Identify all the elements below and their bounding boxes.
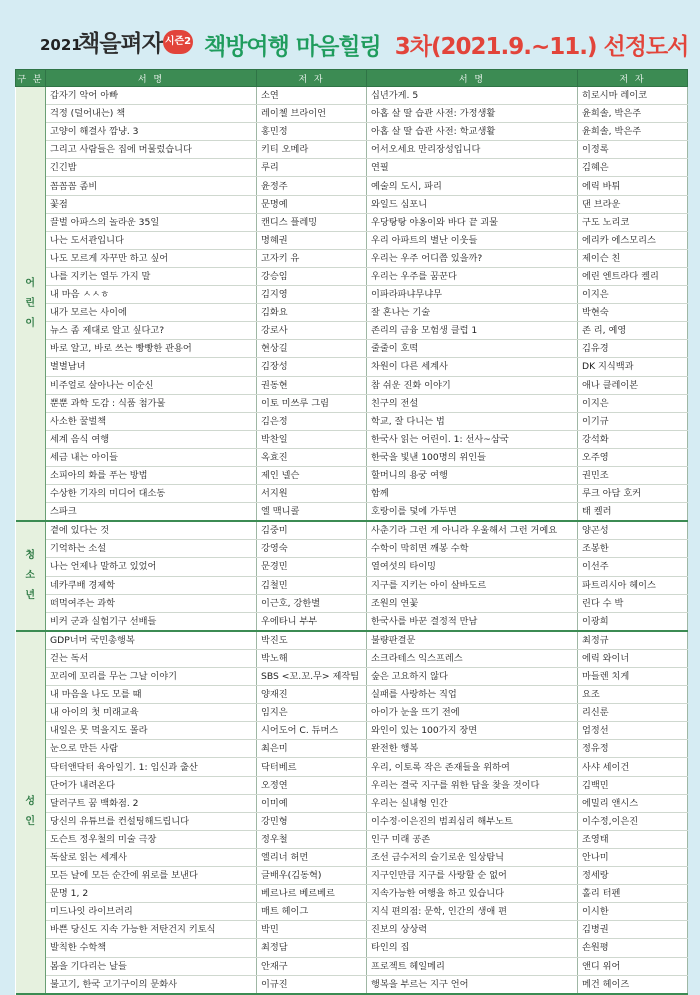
book-title-cell: 끌벌 아파스의 놀라운 35일 [46,213,257,231]
book-author-cell: 조봉한 [578,540,688,558]
book-title-cell: 그리고 사람들은 집에 머물렀습니다 [46,141,257,159]
book-author-cell: 이수정,이은진 [578,812,688,830]
book-title-cell: 이파라파냐무냐무 [367,286,578,304]
book-author-cell: 김백민 [578,776,688,794]
book-author-cell: 글배우(김동혁) [257,867,367,885]
book-title-cell: 고양이 해결사 깜냥. 3 [46,123,257,141]
book-author-cell: 사샤 세이건 [578,758,688,776]
book-author-cell: 레이첼 브라이언 [257,105,367,123]
table-row [16,885,688,903]
table-row [16,722,688,740]
table-row [16,123,688,141]
book-author-cell: 이토 미쓰루 그림 [257,394,367,412]
book-title-cell: 우리 아파트의 별난 이웃들 [367,231,578,249]
table-row [16,740,688,758]
book-author-cell: 박찬일 [257,430,367,448]
book-author-cell: 키티 오메라 [257,141,367,159]
book-title-cell: 아홉 살 딸 습관 사전: 학교생활 [367,123,578,141]
book-author-cell: 베르나르 베르베르 [257,885,367,903]
book-title-cell: 나는 언제나 말하고 있었어 [46,558,257,576]
book-title-cell: 사소한 꿀벌책 [46,412,257,430]
table-row [16,358,688,376]
book-title-cell: 비커 군과 실험기구 선배들 [46,612,257,631]
book-title-cell: 도슨트 정우철의 미술 극장 [46,830,257,848]
book-title-cell: 긴긴밤 [46,159,257,177]
table-row [16,631,688,650]
book-author-cell: 이미예 [257,794,367,812]
book-author-cell: 요조 [578,686,688,704]
book-author-cell: 홍민정 [257,123,367,141]
table-row [16,376,688,394]
book-title-cell: 타인의 집 [367,939,578,957]
book-title-cell: 독살로 읽는 세계사 [46,848,257,866]
book-author-cell: 이선주 [578,558,688,576]
table-row [16,412,688,430]
book-title-cell: 꼬리에 꼬리를 무는 그날 이야기 [46,668,257,686]
book-author-cell: 박현숙 [578,304,688,322]
book-title-cell: 세금 내는 아이들 [46,448,257,466]
brand-logo-text: 책을펴자 [78,30,163,57]
table-row [16,612,688,631]
page-title [204,28,688,61]
book-title-cell: 눈으로 만든 사람 [46,740,257,758]
book-author-cell: 서지원 [257,485,367,503]
book-title-cell: 수학이 막히면 깨봉 수학 [367,540,578,558]
header-title-right: 서 명 [367,70,578,87]
table-row [16,231,688,249]
book-title-cell: 발칙한 수학책 [46,939,257,957]
table-row [16,195,688,213]
table-row [16,758,688,776]
book-author-cell: 윤정주 [257,177,367,195]
book-title-cell: 아홉 살 딸 습관 사전: 가정생활 [367,105,578,123]
book-title-cell: 우리는 우주를 꿈꾼다 [367,267,578,285]
book-author-cell: 안나미 [578,848,688,866]
table-row [16,957,688,975]
book-author-cell: DK 지식백과 [578,358,688,376]
book-title-cell: 내가 모르는 사이에 [46,304,257,322]
book-title-cell: 참 쉬운 진화 이야기 [367,376,578,394]
book-author-cell: 이광희 [578,612,688,631]
table-row [16,776,688,794]
book-author-cell: 최은미 [257,740,367,758]
header-author-left: 저 자 [257,70,367,87]
book-title-cell: 행복을 부르는 지구 언어 [367,975,578,994]
book-author-cell: 시어도어 C. 듀머스 [257,722,367,740]
book-title-cell: 이수정·이은진의 범죄심리 해부노트 [367,812,578,830]
book-author-cell: 메건 헤이즈 [578,975,688,994]
book-author-cell: 조영태 [578,830,688,848]
book-title-cell: 떠먹여주는 과학 [46,594,257,612]
book-author-cell: 이기규 [578,412,688,430]
table-row [16,558,688,576]
book-title-cell: 걱정 (덜어내는) 책 [46,105,257,123]
book-author-cell: 김혜은 [578,159,688,177]
book-author-cell: 최정담 [257,939,367,957]
book-title-cell: 소크라테스 익스프레스 [367,649,578,667]
book-author-cell: 김장성 [257,358,367,376]
book-title-cell: 단어가 내려온다 [46,776,257,794]
book-title-cell: 십년가게. 5 [367,87,578,105]
book-title-cell: 지구를 지키는 아이 살바도르 [367,576,578,594]
book-author-cell: 이근호, 강한별 [257,594,367,612]
book-title-cell: 호랑이를 덫에 가두면 [367,503,578,522]
book-title-cell: 조원의 연꽃 [367,594,578,612]
book-title-cell: 한국사 읽는 어린이. 1: 선사~삼국 [367,430,578,448]
header-year: 2021 [40,36,82,54]
table-row [16,540,688,558]
book-author-cell: 홀리 터펜 [578,885,688,903]
book-title-cell: 꼼꼼꼼 좀비 [46,177,257,195]
book-author-cell: 루리 [257,159,367,177]
table-row [16,576,688,594]
table-row [16,141,688,159]
book-author-cell: 오정연 [257,776,367,794]
book-title-cell: 우리는 실내형 인간 [367,794,578,812]
table-row [16,213,688,231]
category-cell: 성 인 [16,631,46,994]
book-title-cell: 바쁜 당신도 지속 가능한 저탄건지 키토식 [46,921,257,939]
book-author-cell: 캔디스 플레밍 [257,213,367,231]
book-title-cell: 완전한 행복 [367,740,578,758]
book-title-cell: 어서오세요 만리장성입니다 [367,141,578,159]
book-author-cell: 엄정선 [578,722,688,740]
book-title-cell: 뉴스 좀 제대로 알고 싶다고? [46,322,257,340]
table-row [16,286,688,304]
book-author-cell: 최정규 [578,631,688,650]
table-row [16,521,688,540]
book-title-cell: 줄줄이 호떡 [367,340,578,358]
book-title-cell: 한국을 빛낸 100명의 위인들 [367,448,578,466]
book-author-cell: 손원평 [578,939,688,957]
book-title-cell: 지속가능한 여행을 하고 있습니다 [367,885,578,903]
table-row [16,903,688,921]
title-main: 책방여행 마음힐링 [204,34,381,60]
book-author-cell: 권동현 [257,376,367,394]
book-author-cell: 옥효진 [257,448,367,466]
book-title-cell: 봄을 기다리는 날들 [46,957,257,975]
table-row [16,448,688,466]
book-author-cell: 닥터베르 [257,758,367,776]
book-title-cell: 곁에 있다는 것 [46,521,257,540]
book-title-cell: 우당탕탕 야옹이와 바다 끝 괴물 [367,213,578,231]
book-title-cell: 연필 [367,159,578,177]
table-row [16,830,688,848]
book-title-cell: 네카쿠배 경제학 [46,576,257,594]
table-row [16,87,688,105]
book-author-cell: 에릭 와이너 [578,649,688,667]
book-title-cell: 존리의 금융 모험생 클럽 1 [367,322,578,340]
book-title-cell: 함께 [367,485,578,503]
book-author-cell: 강영숙 [257,540,367,558]
book-author-cell: 박노해 [257,649,367,667]
book-author-cell: 강로사 [257,322,367,340]
table-row [16,430,688,448]
book-author-cell: 마들렌 치게 [578,668,688,686]
book-title-cell: 비주얼로 살아나는 이순신 [46,376,257,394]
book-title-cell: 별별남녀 [46,358,257,376]
book-author-cell: 이시한 [578,903,688,921]
table-row [16,177,688,195]
table-row [16,159,688,177]
book-title-cell: 소피아의 화를 푸는 방법 [46,466,257,484]
book-author-cell: 김철민 [257,576,367,594]
table-row [16,975,688,994]
book-author-cell: 강석화 [578,430,688,448]
book-title-cell: 닥터앤닥터 육아일기. 1: 임신과 출산 [46,758,257,776]
book-author-cell: 이정록 [578,141,688,159]
book-author-cell: 에밀리 앤시스 [578,794,688,812]
book-author-cell: 양재진 [257,686,367,704]
book-author-cell: 에릭 바튀 [578,177,688,195]
book-title-cell: 아이가 눈을 뜨기 전에 [367,704,578,722]
book-author-cell: 린다 수 박 [578,594,688,612]
book-title-cell: 차원이 다른 세계사 [367,358,578,376]
book-title-cell: 내 마음을 나도 모를 때 [46,686,257,704]
table-header-row [16,70,688,87]
book-title-cell: 달러구트 꿈 백화점. 2 [46,794,257,812]
table-row [16,267,688,285]
book-author-cell: 문명예 [257,195,367,213]
book-author-cell: 소연 [257,87,367,105]
book-author-cell: 윤희솔, 박은주 [578,123,688,141]
book-author-cell: 김병권 [578,921,688,939]
book-author-cell: SBS <꼬.꼬.무> 제작팀 [257,668,367,686]
book-title-cell: 인구 미래 공존 [367,830,578,848]
table-row [16,340,688,358]
book-author-cell: 댄 브라운 [578,195,688,213]
table-row [16,322,688,340]
book-author-cell: 에린 엔트라다 켈리 [578,267,688,285]
book-title-cell: 학교, 잘 다니는 법 [367,412,578,430]
book-title-cell: 문명 1, 2 [46,885,257,903]
table-row [16,867,688,885]
book-author-cell: 현상길 [257,340,367,358]
book-author-cell: 안재구 [257,957,367,975]
book-title-cell: 기억하는 소설 [46,540,257,558]
book-author-cell: 박민 [257,921,367,939]
book-title-cell: 우리는 결국 지구를 위한 답을 찾을 것이다 [367,776,578,794]
book-title-cell: 꽃점 [46,195,257,213]
book-title-cell: 열여섯의 타이밍 [367,558,578,576]
book-author-cell: 문경민 [257,558,367,576]
book-title-cell: 숲은 고요하지 않다 [367,668,578,686]
table-row [16,848,688,866]
category-cell: 청 소 년 [16,521,46,631]
book-author-cell: 존 리, 예영 [578,322,688,340]
book-title-cell: 실패를 사랑하는 직업 [367,686,578,704]
category-cell: 어 린 이 [16,87,46,522]
book-author-cell: 김은정 [257,412,367,430]
book-title-cell: 나를 지키는 열두 가지 말 [46,267,257,285]
book-author-cell: 임지은 [257,704,367,722]
book-author-cell: 고자키 유 [257,249,367,267]
book-author-cell: 우에타니 부부 [257,612,367,631]
book-title-cell: 걷는 독서 [46,649,257,667]
book-list-table [15,69,688,995]
book-title-cell: 우리는 우주 어디쯤 있을까? [367,249,578,267]
book-title-cell: 뿐뿐 과학 도감 : 식품 첨가물 [46,394,257,412]
book-author-cell: 윤희솔, 박은주 [578,105,688,123]
header-category: 구 분 [16,70,46,87]
book-author-cell: 이지은 [578,286,688,304]
table-row [16,394,688,412]
table-row [16,503,688,522]
book-author-cell: 강민형 [257,812,367,830]
book-author-cell: 이지은 [578,394,688,412]
book-title-cell: 지식 편의점: 문학, 인간의 생애 편 [367,903,578,921]
book-title-cell: 조선 금수저의 슬기로운 일상탐닉 [367,848,578,866]
book-title-cell: 친구의 전설 [367,394,578,412]
table-row [16,704,688,722]
book-title-cell: 프로젝트 헤일메리 [367,957,578,975]
book-title-cell: 내 마음 ㅅㅅㅎ [46,286,257,304]
book-author-cell: 루크 아담 호커 [578,485,688,503]
table-row [16,466,688,484]
book-author-cell: 정유정 [578,740,688,758]
book-author-cell: 구도 노리코 [578,213,688,231]
book-author-cell: 양곤성 [578,521,688,540]
book-author-cell: 김화요 [257,304,367,322]
book-author-cell: 정세랑 [578,867,688,885]
book-title-cell: 우리, 이토록 작은 존재들을 위하여 [367,758,578,776]
book-title-cell: 세계 음식 여행 [46,430,257,448]
table-row [16,921,688,939]
book-author-cell: 이규진 [257,975,367,994]
header-author-right: 저 자 [578,70,688,87]
book-author-cell: 권민조 [578,466,688,484]
book-author-cell: 엘 맥니콜 [257,503,367,522]
book-title-cell: GDP너머 국민총행복 [46,631,257,650]
book-author-cell: 에리카 에스모리스 [578,231,688,249]
book-title-cell: 나도 모르게 자꾸만 하고 싶어 [46,249,257,267]
header-title-left: 서 명 [46,70,257,87]
book-author-cell: 리신룬 [578,704,688,722]
book-title-cell: 나는 도서관입니다 [46,231,257,249]
book-author-cell: 매트 헤이그 [257,903,367,921]
book-author-cell: 정우철 [257,830,367,848]
book-title-cell: 불량판결문 [367,631,578,650]
book-author-cell: 히로시마 레이코 [578,87,688,105]
table-row [16,249,688,267]
book-title-cell: 갑자기 악어 아빠 [46,87,257,105]
book-title-cell: 와인이 있는 100가지 장면 [367,722,578,740]
book-author-cell: 오주영 [578,448,688,466]
book-title-cell: 예술의 도시, 파리 [367,177,578,195]
page-header [0,0,700,70]
book-author-cell: 엘리너 허먼 [257,848,367,866]
title-sub: 3차(2021.9.~11.) 선정도서 [394,34,689,60]
book-title-cell: 내 아이의 첫 미래교육 [46,704,257,722]
book-author-cell: 김중미 [257,521,367,540]
book-title-cell: 한국사를 바꾼 결정적 만남 [367,612,578,631]
table-row [16,594,688,612]
book-title-cell: 내일은 못 먹을지도 몰라 [46,722,257,740]
table-row [16,668,688,686]
book-title-cell: 미드나잇 라이브러리 [46,903,257,921]
table-row [16,485,688,503]
book-title-cell: 당신의 유튜브를 컨설팅해드립니다 [46,812,257,830]
book-author-cell: 앤디 위어 [578,957,688,975]
book-author-cell: 애나 클레이본 [578,376,688,394]
book-author-cell: 김유경 [578,340,688,358]
table-row [16,812,688,830]
book-author-cell: 명혜권 [257,231,367,249]
book-title-cell: 바로 알고, 바로 쓰는 빵빵한 관용어 [46,340,257,358]
table-row [16,304,688,322]
book-title-cell: 지구인만큼 지구를 사랑할 순 없어 [367,867,578,885]
book-title-cell: 모든 날에 모든 순간에 위로를 보낸다 [46,867,257,885]
table-row [16,105,688,123]
table-row [16,686,688,704]
book-author-cell: 박진도 [257,631,367,650]
book-author-cell: 제이슨 친 [578,249,688,267]
book-title-cell: 사춘기라 그런 게 아니라 우울해서 그런 거예요 [367,521,578,540]
book-author-cell: 태 켈러 [578,503,688,522]
table-row [16,939,688,957]
book-title-cell: 진보의 상상력 [367,921,578,939]
season-badge: 시즌2 [163,30,193,54]
book-title-cell: 수상한 기자의 미디어 대소동 [46,485,257,503]
book-author-cell: 파트리시아 헤이스 [578,576,688,594]
book-author-cell: 강승임 [257,267,367,285]
book-title-cell: 스파크 [46,503,257,522]
book-author-cell: 제인 넬슨 [257,466,367,484]
book-title-cell: 와일드 심포니 [367,195,578,213]
table-row [16,794,688,812]
book-title-cell: 불고기, 한국 고기구이의 문화사 [46,975,257,994]
book-author-cell: 김지영 [257,286,367,304]
table-row [16,649,688,667]
book-title-cell: 잘 혼나는 기술 [367,304,578,322]
book-title-cell: 할머니의 용궁 여행 [367,466,578,484]
